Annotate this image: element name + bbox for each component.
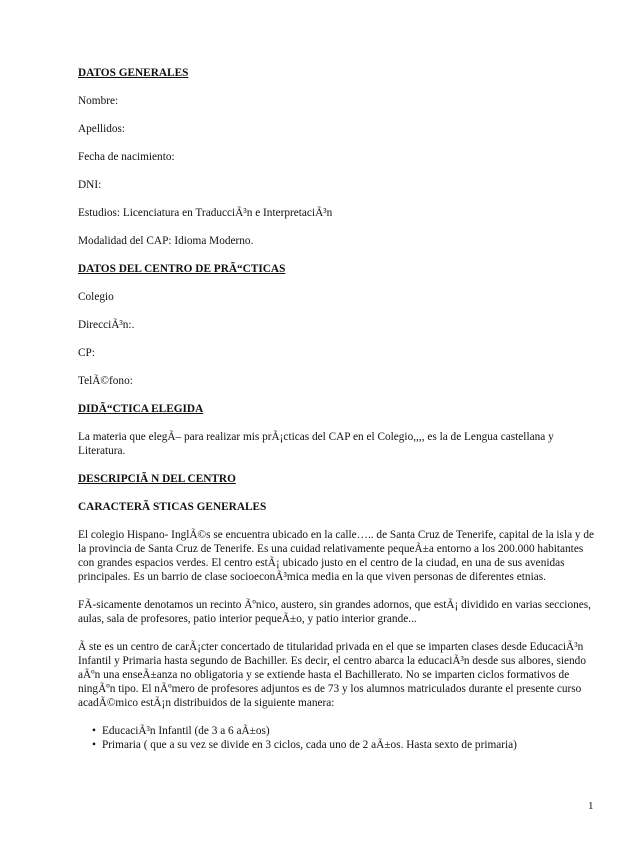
list-item: • Primaria ( que a su vez se divide en 3 ciclos, cada uno de 2 aÃ±os. Hasta sexto de primaria) bbox=[102, 738, 598, 752]
paragraph-centro: Ã ste es un centro de carÃ¡cter concertado de titularidad privada en el que se imparten clases desde EducaciÃ³n Infantil y Primaria hasta segundo de Bachiller. Es decir, el centro abarca la educaciÃ³n desde sus albores, siendo aÃºn una enseÃ±anza no obligatoria y se extiende hasta el Bachillerato. No se imparten ciclos formativos de ningÃºn tipo. El nÃºmero de profesores adjuntos es de 73 y los alumnos matriculados durante el presente curso acadÃ©mico estÃ¡n distribuidos de la siguiente manera: bbox=[78, 641, 586, 709]
field-nombre: Nombre: bbox=[78, 95, 119, 107]
heading-descripcion: DESCRIPCIÃ N DEL CENTRO bbox=[78, 473, 236, 485]
field-direccion: DirecciÃ³n:. bbox=[78, 319, 135, 331]
page-content bbox=[78, 66, 598, 752]
field-estudios: Estudios: Licenciatura en TraducciÃ³n e InterpretaciÃ³n bbox=[78, 207, 333, 219]
field-modalidad: Modalidad del CAP: Idioma Moderno. bbox=[78, 235, 254, 247]
page-number: 1 bbox=[588, 800, 594, 812]
field-fecha-nacimiento: Fecha de nacimiento: bbox=[78, 151, 175, 163]
paragraph-recinto: FÃ-sicamente denotamos un recinto Ãºnico, austero, sin grandes adornos, que estÃ¡ dividido en varias secciones, aulas, sala de profesores, patio interior pequeÃ±o, y patio interior grande... bbox=[78, 599, 591, 625]
heading-centro-practicas: DATOS DEL CENTRO DE PRÃ“CTICAS bbox=[78, 263, 286, 275]
paragraph-didactica: La materia que elegÃ– para realizar mis prÃ¡cticas del CAP en el Colegio,,,, es la de Lengua castellana y Literatura. bbox=[78, 431, 554, 457]
field-cp: CP: bbox=[78, 347, 95, 359]
list-item: • EducaciÃ³n Infantil (de 3 a 6 aÃ±os) bbox=[102, 724, 598, 738]
heading-datos-generales: DATOS GENERALES bbox=[78, 67, 189, 79]
heading-didactica: DIDÃ“CTICA ELEGIDA bbox=[78, 403, 204, 415]
subheading-caracteristicas: CARACTERÃ STICAS GENERALES bbox=[78, 501, 267, 513]
bullet-list bbox=[78, 724, 598, 752]
field-telefono: TelÃ©fono: bbox=[78, 375, 133, 387]
field-colegio: Colegio bbox=[78, 291, 114, 303]
field-dni: DNI: bbox=[78, 179, 102, 191]
field-apellidos: Apellidos: bbox=[78, 123, 126, 135]
paragraph-ubicacion: El colegio Hispano- InglÃ©s se encuentra ubicado en la calle….. de Santa Cruz de Tenerife, capital de la isla y de la provincia de Santa Cruz de Tenerife. Es una cuidad relativamente pequeÃ±a entorno a los 200.000 habitantes con grandes espacios verdes. El centro estÃ¡ ubicado justo en el centro de la ciudad, en una de sus avenidas principales. Es un barrio de clase socioeconÃ³mica media en la que viven personas de diferentes etnias. bbox=[78, 529, 595, 583]
